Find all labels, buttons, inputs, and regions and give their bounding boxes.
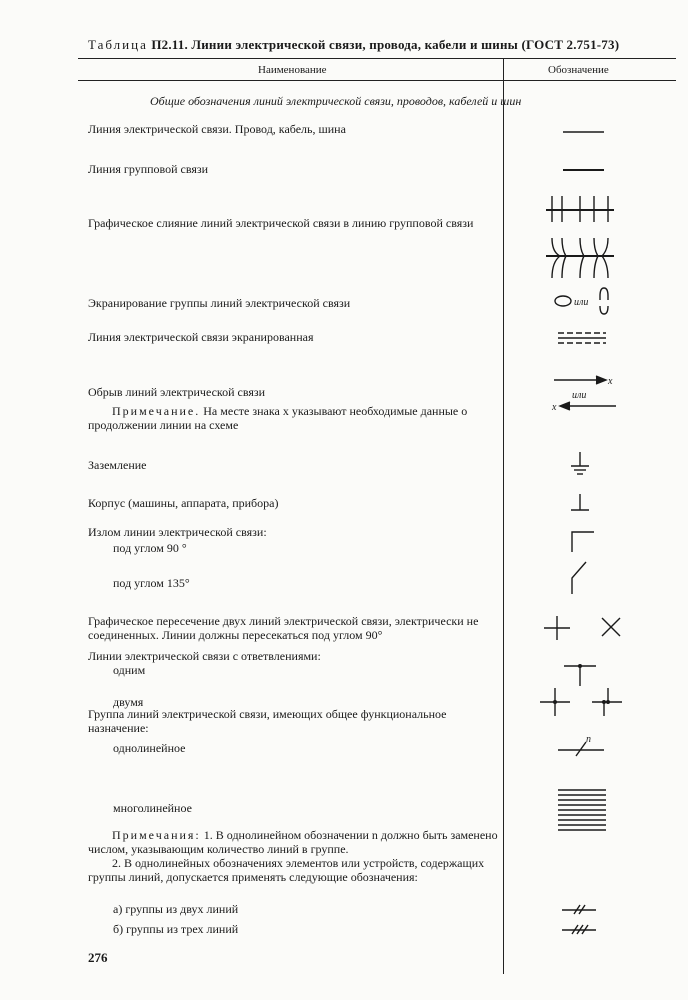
column-header-name: Наименование <box>258 64 327 76</box>
row-line-break: Обрыв линий электрической связи <box>88 385 266 399</box>
row-multi-line: многолинейное <box>113 801 192 815</box>
row-bend-90: под углом 90 ° <box>113 541 187 555</box>
row-functional-group: Группа линий электрической связи, имеющих общее функциональное назначение: <box>88 707 447 735</box>
row-grounding: Заземление <box>88 458 147 472</box>
symbol-line <box>560 126 610 136</box>
symbol-group-line <box>560 164 610 174</box>
symbol-bend-135 <box>566 558 596 598</box>
row-branch-two: двумя <box>113 695 144 709</box>
notes-2: 2. В однолинейных обозначениях элементов или устройств, содержащих группы линий, допускается применять следующие обозначения: <box>88 856 485 884</box>
table-top-rule <box>78 58 676 59</box>
row-shielded-line: Линия электрической связи экранированная <box>88 330 314 344</box>
section-subtitle: Общие обозначения линий электрической связи, проводов, кабелей и шин <box>150 94 522 108</box>
symbol-shielding <box>548 286 618 320</box>
row-crossing: Графическое пересечение двух линий электрической связи, электрически не соединенных. Линии должны пересекаться под углом 90° <box>88 614 479 642</box>
symbol-three-line-group <box>560 922 604 936</box>
symbol-break-x-right: x <box>608 376 613 387</box>
row-graphic-merge: Графическое слияние линий электрической связи в линию групповой связи <box>88 216 474 230</box>
row-branches: Линии электрической связи с ответвлениями: <box>88 649 321 663</box>
row-shielding-group: Экранирование группы линий электрической связи <box>88 296 351 310</box>
notes-1-text: 1. В однолинейном обозначении n должно быть заменено числом, указывающим количество линий в группе. <box>88 828 498 856</box>
symbol-bend-90 <box>566 528 596 554</box>
note-text: На месте знака x указывают необходимые данные о продолжении линии на схеме <box>88 404 468 432</box>
symbol-shielded-line <box>556 330 612 346</box>
symbol-break-x-left: x <box>552 402 557 413</box>
symbol-merge <box>540 190 620 282</box>
notes-2b: б) группы из трех линий <box>113 922 239 936</box>
symbol-ili-1: или <box>574 297 589 308</box>
symbol-line-break <box>550 372 626 414</box>
symbol-crossing <box>540 612 630 642</box>
table-title-prefix: Таблица <box>88 37 148 52</box>
note-label: Примечание. <box>112 404 201 418</box>
notes-label: Примечания: <box>112 828 201 842</box>
table-column-divider <box>503 58 504 974</box>
symbol-two-line-group <box>560 902 604 916</box>
table-header-rule <box>78 80 676 81</box>
row-line-break-note <box>88 404 498 432</box>
symbol-n-mark: n <box>586 734 591 745</box>
row-bend: Излом линии электрической связи: <box>88 525 267 539</box>
table-title <box>88 37 619 53</box>
notes-1 <box>88 828 498 856</box>
symbol-ili-2: или <box>572 390 587 401</box>
row-line-of-connection: Линия электрической связи. Провод, кабель, шина <box>88 122 346 136</box>
row-single-line: однолинейное <box>113 741 186 755</box>
symbol-multi-line-group <box>556 786 612 838</box>
page-number: 276 <box>88 950 108 965</box>
symbol-single-line-group <box>556 730 616 758</box>
table-title-text: П2.11. Линии электрической связи, провода, кабели и шины (ГОСТ 2.751-73) <box>151 37 620 52</box>
symbol-housing <box>568 492 598 516</box>
column-header-symbol: Обозначение <box>548 64 609 76</box>
row-group-line: Линия групповой связи <box>88 162 209 176</box>
symbol-grounding <box>568 450 598 476</box>
symbol-branch-two <box>538 684 628 718</box>
notes-2a: а) группы из двух линий <box>113 902 239 916</box>
row-branch-one: одним <box>113 663 146 677</box>
row-bend-135: под углом 135° <box>113 576 190 590</box>
row-housing: Корпус (машины, аппарата, прибора) <box>88 496 279 510</box>
